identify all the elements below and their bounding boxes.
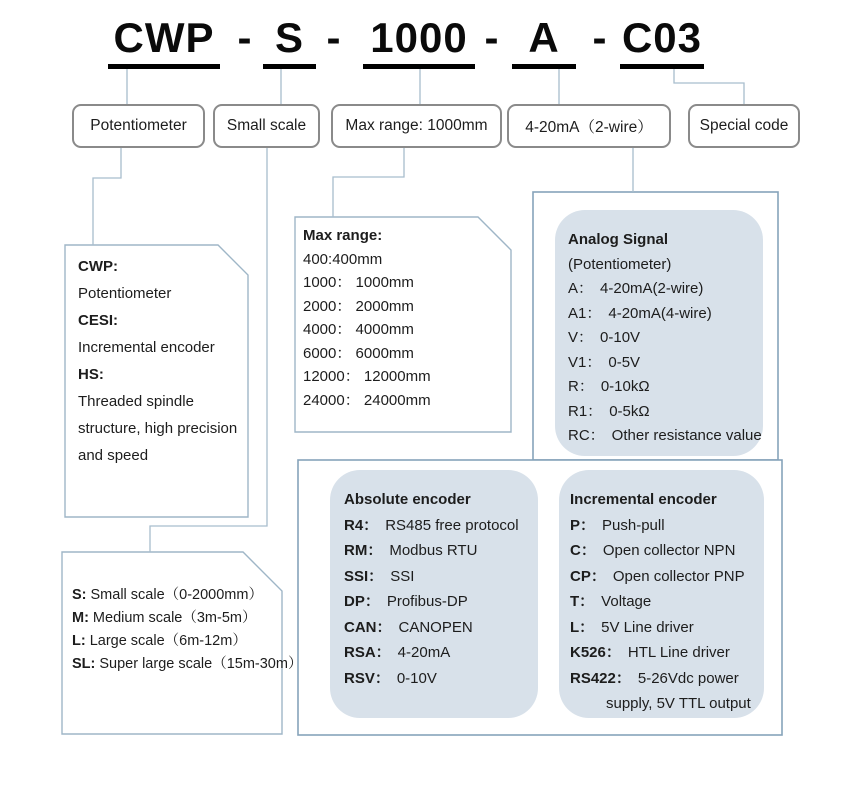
scale-item — [72, 584, 287, 607]
label-box-text: Small scale — [226, 117, 307, 134]
scale-key: M: — [72, 610, 89, 626]
incremental-encoder-key: RS422： — [570, 669, 631, 687]
incremental-encoder-title: Incremental encoder — [570, 491, 717, 508]
absolute-encoder-desc: RS485 free protocol — [385, 516, 519, 534]
max-range-list — [303, 224, 503, 412]
analog-desc: 0-5kΩ — [609, 402, 650, 420]
analog-key: V1： — [568, 353, 602, 371]
analog-key: R： — [568, 378, 594, 395]
incremental-encoder-list — [570, 487, 762, 717]
label-box-text: Max range: 1000mm — [345, 117, 488, 134]
analog-item — [568, 375, 763, 400]
absolute-encoder-item — [344, 615, 534, 641]
absolute-encoder-key: RSA： — [344, 644, 391, 661]
max-range-item: 6000： 6000mm — [303, 344, 414, 362]
analog-key: RC： — [568, 427, 605, 444]
max-range-title: Max range: — [303, 227, 383, 244]
analog-item — [568, 351, 763, 376]
code-segment-product: CWP — [108, 12, 220, 69]
incremental-encoder-desc: HTL Line driver — [627, 644, 730, 661]
incremental-encoder-key: P： — [570, 516, 596, 534]
incremental-encoder-desc: 5-26Vdc power supply, 5V TTL output — [606, 669, 751, 712]
incremental-encoder-desc: Open collector PNP — [612, 567, 745, 585]
label-box-special-code — [688, 104, 800, 148]
analog-subtitle: (Potentiometer) — [568, 255, 672, 273]
absolute-encoder-key: RSV： — [344, 669, 390, 687]
analog-title: Analog Signal — [568, 231, 669, 248]
scale-item — [72, 630, 287, 653]
absolute-encoder-key: CAN： — [344, 618, 392, 636]
label-box-text: 4-20mA（2-wire） — [525, 119, 653, 136]
analog-signal-list — [568, 228, 763, 449]
code-separator: - — [484, 14, 500, 61]
analog-desc: 0-10kΩ — [600, 378, 650, 395]
product-type-key: CESI: — [78, 312, 119, 329]
scale-key: S: — [72, 587, 87, 603]
incremental-encoder-desc: Push-pull — [602, 516, 665, 534]
incremental-encoder-item — [570, 589, 762, 615]
incremental-encoder-key: L： — [570, 618, 595, 636]
label-box-max-range — [331, 104, 502, 148]
absolute-encoder-desc: CANOPEN — [398, 618, 473, 636]
code-segment-range: 1000 — [363, 12, 475, 69]
analog-desc: 4-20mA(4-wire) — [608, 304, 712, 322]
absolute-encoder-item — [344, 538, 534, 564]
incremental-encoder-item — [570, 538, 762, 564]
incremental-encoder-item — [570, 564, 762, 590]
incremental-encoder-key: CP： — [570, 567, 606, 585]
absolute-encoder-desc: 0-10V — [396, 669, 437, 687]
product-type-list — [78, 253, 242, 469]
absolute-encoder-key: DP： — [344, 593, 380, 610]
product-type-desc: Potentiometer — [78, 285, 172, 302]
analog-item — [568, 326, 763, 351]
incremental-encoder-key: K526： — [570, 644, 621, 661]
code-segment-scale: S — [263, 12, 316, 69]
absolute-encoder-key: RM： — [344, 542, 383, 559]
scale-desc: Super large scale（15m-30m） — [99, 656, 303, 672]
product-type-desc: Incremental encoder — [78, 339, 215, 356]
absolute-encoder-desc: SSI — [390, 567, 415, 585]
absolute-encoder-title: Absolute encoder — [344, 491, 471, 508]
incremental-encoder-item — [570, 666, 762, 717]
max-range-item: 400:400mm — [303, 250, 383, 268]
max-range-item: 4000： 4000mm — [303, 321, 414, 338]
code-separator: - — [237, 14, 253, 61]
connector-special-code — [674, 68, 744, 104]
scale-key: SL: — [72, 656, 96, 672]
absolute-encoder-item — [344, 666, 534, 692]
analog-desc: 4-20mA(2-wire) — [600, 280, 704, 297]
scale-list — [72, 584, 303, 676]
analog-item — [568, 400, 763, 425]
incremental-encoder-key: C： — [570, 542, 596, 559]
incremental-encoder-item — [570, 513, 762, 539]
analog-desc: 0-5V — [608, 353, 641, 371]
scale-desc: Large scale（6m-12m） — [89, 633, 247, 649]
incremental-encoder-key: T： — [570, 593, 595, 610]
analog-key: A： — [568, 280, 594, 297]
absolute-encoder-list — [344, 487, 534, 691]
scale-desc: Small scale（0-2000mm） — [90, 587, 263, 603]
code-separator: - — [326, 14, 342, 61]
code-segment-signal: A — [512, 12, 576, 69]
absolute-encoder-key: R4： — [344, 516, 379, 534]
absolute-encoder-desc: Modbus RTU — [389, 542, 478, 559]
product-type-key: HS: — [78, 366, 104, 383]
max-range-item: 1000： 1000mm — [303, 274, 414, 291]
code-segment-special: C03 — [620, 12, 704, 69]
scale-key: L: — [72, 633, 86, 649]
analog-desc: 0-10V — [600, 329, 641, 346]
analog-desc: Other resistance value — [611, 427, 762, 444]
product-type-desc: Threaded spindle structure, high precision and speed — [78, 393, 238, 464]
absolute-encoder-item — [344, 564, 534, 590]
absolute-encoder-desc: 4-20mA — [397, 644, 451, 661]
analog-item — [568, 424, 763, 449]
incremental-encoder-item — [570, 615, 762, 641]
absolute-encoder-key: SSI： — [344, 567, 384, 585]
incremental-encoder-item — [570, 640, 762, 666]
incremental-encoder-desc: Voltage — [601, 593, 652, 610]
scale-item — [72, 653, 303, 676]
scale-desc: Medium scale（3m-5m） — [92, 610, 257, 626]
absolute-encoder-item — [344, 640, 534, 666]
connector-potentiometer — [93, 68, 127, 245]
max-range-item: 24000： 24000mm — [303, 391, 431, 409]
analog-key: A1： — [568, 304, 602, 322]
absolute-encoder-item — [344, 589, 534, 615]
analog-key: V： — [568, 329, 594, 346]
label-box-potentiometer — [72, 104, 205, 148]
absolute-encoder-desc: Profibus-DP — [386, 593, 468, 610]
max-range-item: 12000： 12000mm — [303, 368, 431, 385]
incremental-encoder-desc: 5V Line driver — [601, 618, 694, 636]
code-separator: - — [592, 14, 608, 61]
label-box-small-scale — [213, 104, 320, 148]
absolute-encoder-item — [344, 513, 534, 539]
analog-item — [568, 302, 763, 327]
analog-key: R1： — [568, 402, 603, 420]
max-range-item: 2000： 2000mm — [303, 297, 414, 315]
analog-item — [568, 277, 763, 302]
incremental-encoder-desc: Open collector NPN — [602, 542, 736, 559]
label-box-text: Special code — [699, 117, 789, 134]
product-type-key: CWP: — [78, 258, 118, 275]
label-box-text: Potentiometer — [90, 117, 187, 134]
scale-item — [72, 607, 287, 630]
label-box-signal — [507, 104, 671, 148]
